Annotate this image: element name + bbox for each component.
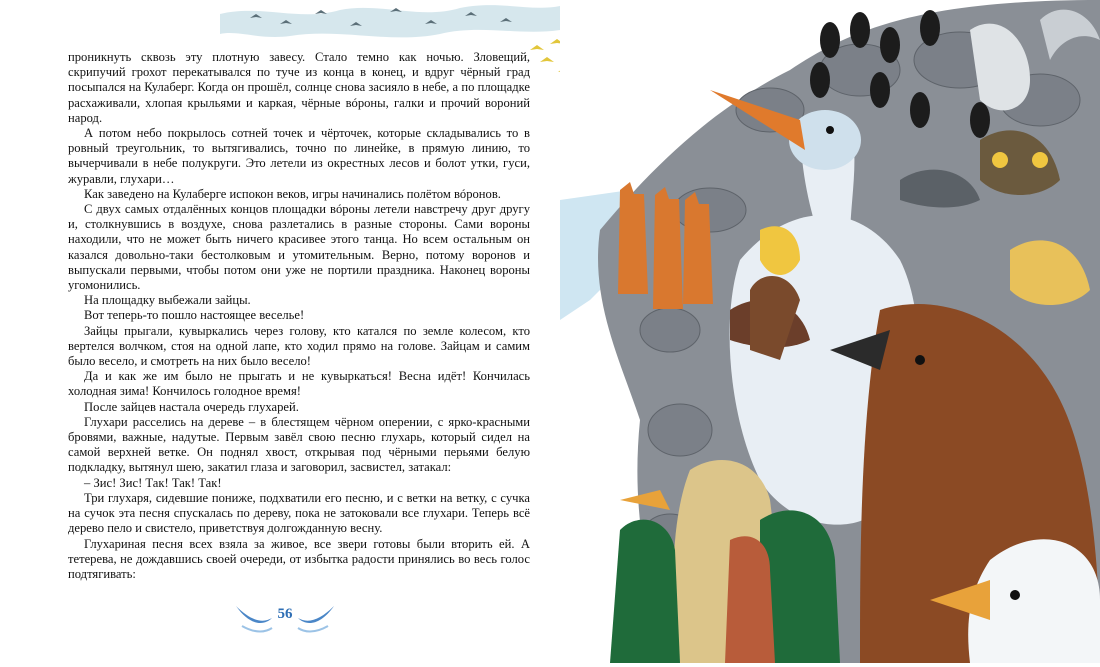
paragraph: Глухариная песня всех взяла за живое, все звери готовы были вторить ей. А тетерева, не дождавшись своей очереди, от избытка радости принялись во весь голос подтягивать:: [68, 536, 530, 581]
paragraph: Вот теперь-то пошло настоящее веселье!: [84, 308, 305, 323]
paragraph: На площадку выбежали зайцы.: [84, 293, 251, 308]
paragraph: – Зис! Зис! Так! Так! Так!: [84, 475, 222, 490]
paragraph: После зайцев настала очередь глухарей.: [84, 399, 299, 414]
page-number-ornament: [232, 596, 338, 636]
story-text: [68, 50, 530, 582]
paragraph: Три глухаря, сидевшие пониже, подхватили его песню, и с ветки на ветку, с сучка на сучок эта песня спускалась по дереву, пока не затоковали все глухари. Теперь всё дерево пело и свистело, приветствуя долгожданную весну.: [68, 490, 530, 536]
paragraph: Зайцы прыгали, кувыркались через голову, кто катался по земле колесом, кто вертелся волчком, стоя на одной лапе, кто ходил прямо на голове. Зайцам и самим было весело, и смотреть на них было весело!: [68, 323, 530, 369]
paragraph: А потом небо покрылось сотней точек и чёрточек, которые складывались то в ровный треугольник, то вытягивались, точно по линейке, в прямую линию, то вычерчивали в небе полукруги. Это летели из окрестных лесов и болот утки, гуси, журавли, глухари…: [68, 126, 530, 186]
page-number: 56: [277, 606, 293, 622]
paragraph: Как заведено на Кулаберге испокон веков, игры начинались полётом вóронов.: [84, 186, 501, 201]
paragraph: Да и как же им было не прыгать и не кувыркаться! Весна идёт! Кончилась холодная зима! Кончилось голодное время!: [68, 369, 530, 399]
paragraph: Глухари расселись на дереве – в блестящем чёрном оперении, с ярко-красными бровями, важные, надутые. Первым завёл свою песню глухарь, который сидел на самой верхней ветке. Он поднял хвост, открывая под чёрными перьями белую подкладку, вытянул шею, закатил глаза и заговорил, засвистел, затакал:: [68, 414, 530, 475]
paragraph: проникнуть сквозь эту плотную завесу. Стало темно как ночью. Зловещий, скрипучий грохот перекатывался по туче из конца в конец, и вдруг чёрный град посыпался на Кулаберг. Когда он прошёл, солнце снова засияло в небе, а по площадке расхаживали, хлопая крыльями и каркая, чёрные вóроны, галки и прочий вороний народ.: [68, 50, 530, 125]
birds-gathering-illustration: [560, 0, 1100, 663]
paragraph: С двух самых отдалённых концов площадки вóроны летели навстречу друг другу и, столкнувшись в воздухе, снова разлетались в разные стороны. Сами вороны находили, что не может быть ничего красивее этого танца. Но всем остальным он казался довольно-таки бестолковым и утомительным. Верно, потому воронов и выпускали первыми, чтобы потом они уже не портили праздника. Наконец вороны угомонились.: [68, 202, 530, 293]
